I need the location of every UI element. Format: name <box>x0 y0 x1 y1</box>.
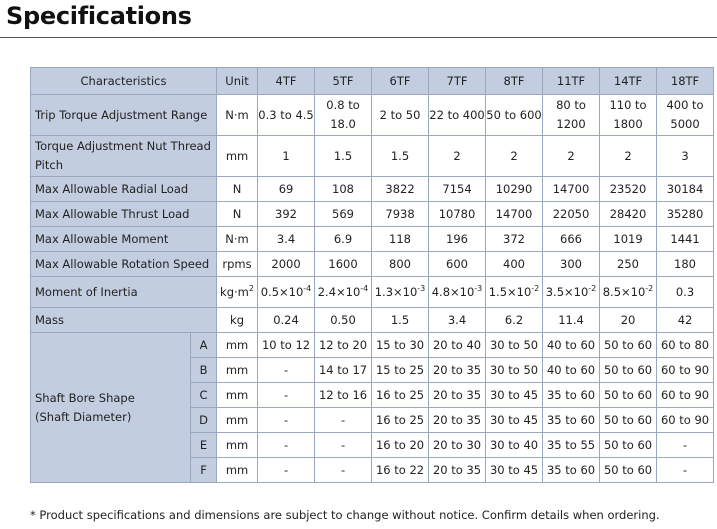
header-unit: Unit <box>217 68 258 95</box>
shaft-code: B <box>191 358 217 383</box>
value-cell: 20 to 40 <box>429 333 486 358</box>
value-cell: 0.3 to 4.5 <box>258 95 315 136</box>
inertia-exponent: -4 <box>303 284 312 293</box>
value-cell <box>429 277 486 308</box>
row-label: Max Allowable Moment <box>31 227 217 252</box>
value-cell: 0.24 <box>258 308 315 333</box>
value-cell: 110 to 1800 <box>600 95 657 136</box>
value-cell: 1019 <box>600 227 657 252</box>
value-cell: 30 to 40 <box>486 433 543 458</box>
value-cell <box>543 277 600 308</box>
header-model: 5TF <box>315 68 372 95</box>
row-unit: mm <box>217 408 258 433</box>
header-model: 7TF <box>429 68 486 95</box>
value-cell: 50 to 60 <box>600 358 657 383</box>
value-cell: 16 to 25 <box>372 408 429 433</box>
value-cell: 60 to 90 <box>657 408 714 433</box>
value-cell: 10780 <box>429 202 486 227</box>
shaft-code: E <box>191 433 217 458</box>
value-cell: 14700 <box>486 202 543 227</box>
value-cell: 250 <box>600 252 657 277</box>
value-cell: 6.9 <box>315 227 372 252</box>
value-cell <box>657 277 714 308</box>
table-row <box>31 277 714 308</box>
header-model: 4TF <box>258 68 315 95</box>
inertia-mantissa: 0.5×10 <box>260 285 304 299</box>
value-cell: 118 <box>372 227 429 252</box>
value-cell: 180 <box>657 252 714 277</box>
value-cell: 50 to 60 <box>600 408 657 433</box>
value-cell: 6.2 <box>486 308 543 333</box>
value-cell: - <box>258 383 315 408</box>
value-cell: 60 to 90 <box>657 358 714 383</box>
value-cell: 16 to 22 <box>372 458 429 483</box>
value-cell: 60 to 80 <box>657 333 714 358</box>
value-cell: 35280 <box>657 202 714 227</box>
value-cell: 50 to 60 <box>600 433 657 458</box>
value-cell: 3822 <box>372 177 429 202</box>
inertia-mantissa: 2.4×10 <box>317 285 361 299</box>
header-model: 8TF <box>486 68 543 95</box>
value-cell: 22 to 400 <box>429 95 486 136</box>
value-cell: 108 <box>315 177 372 202</box>
row-unit: rpms <box>217 252 258 277</box>
row-label: Trip Torque Adjustment Range <box>31 95 217 136</box>
value-cell: - <box>315 408 372 433</box>
value-cell: 0.8 to 18.0 <box>315 95 372 136</box>
row-unit: kg <box>217 308 258 333</box>
value-cell <box>315 277 372 308</box>
row-label: Max Allowable Thrust Load <box>31 202 217 227</box>
value-cell: 50 to 60 <box>600 383 657 408</box>
inertia-mantissa: 1.5×10 <box>488 285 532 299</box>
row-unit: mm <box>217 383 258 408</box>
value-cell: - <box>315 433 372 458</box>
inertia-exponent: -2 <box>645 284 654 293</box>
value-cell: - <box>258 358 315 383</box>
row-unit: N <box>217 177 258 202</box>
row-unit: mm <box>217 333 258 358</box>
value-cell: 20 to 30 <box>429 433 486 458</box>
row-unit: N·m <box>217 227 258 252</box>
table-row <box>31 308 714 333</box>
row-label: Max Allowable Rotation Speed <box>31 252 217 277</box>
inertia-exponent: -2 <box>531 284 540 293</box>
value-cell: 372 <box>486 227 543 252</box>
value-cell: 800 <box>372 252 429 277</box>
table-row <box>31 136 714 177</box>
value-cell: 40 to 60 <box>543 333 600 358</box>
inertia-mantissa: 3.5×10 <box>545 285 589 299</box>
value-cell: - <box>657 433 714 458</box>
header-model: 14TF <box>600 68 657 95</box>
value-cell: 35 to 55 <box>543 433 600 458</box>
shaft-code: D <box>191 408 217 433</box>
value-cell: 392 <box>258 202 315 227</box>
header-model: 11TF <box>543 68 600 95</box>
value-cell: 10 to 12 <box>258 333 315 358</box>
value-cell: 50 to 60 <box>600 333 657 358</box>
row-label: Moment of Inertia <box>31 277 217 308</box>
inertia-mantissa: 0.3 <box>675 285 695 299</box>
value-cell: 2 <box>600 136 657 177</box>
value-cell: 3.4 <box>429 308 486 333</box>
shaft-code: F <box>191 458 217 483</box>
value-cell: 12 to 20 <box>315 333 372 358</box>
value-cell: 30 to 50 <box>486 333 543 358</box>
row-unit: mm <box>217 458 258 483</box>
title-divider <box>0 37 717 38</box>
table-row <box>31 227 714 252</box>
value-cell: 14 to 17 <box>315 358 372 383</box>
value-cell: 16 to 20 <box>372 433 429 458</box>
value-cell: 35 to 60 <box>543 458 600 483</box>
page-title: Specifications <box>6 2 192 30</box>
value-cell: 20 to 35 <box>429 358 486 383</box>
inertia-mantissa: 8.5×10 <box>602 285 646 299</box>
value-cell: - <box>258 408 315 433</box>
value-cell: 35 to 60 <box>543 383 600 408</box>
value-cell <box>258 277 315 308</box>
value-cell: 10290 <box>486 177 543 202</box>
table-row <box>31 202 714 227</box>
value-cell: 196 <box>429 227 486 252</box>
value-cell: 3 <box>657 136 714 177</box>
value-cell: 30184 <box>657 177 714 202</box>
header-model: 6TF <box>372 68 429 95</box>
value-cell: 1.5 <box>372 136 429 177</box>
value-cell: 400 to 5000 <box>657 95 714 136</box>
value-cell: 23520 <box>600 177 657 202</box>
value-cell: 666 <box>543 227 600 252</box>
value-cell: 20 <box>600 308 657 333</box>
value-cell: 80 to 1200 <box>543 95 600 136</box>
value-cell: 7154 <box>429 177 486 202</box>
value-cell: - <box>258 458 315 483</box>
value-cell: 69 <box>258 177 315 202</box>
value-cell: 12 to 16 <box>315 383 372 408</box>
header-model: 18TF <box>657 68 714 95</box>
value-cell: 0.50 <box>315 308 372 333</box>
row-unit: mm <box>217 358 258 383</box>
value-cell: 1600 <box>315 252 372 277</box>
value-cell: 2 to 50 <box>372 95 429 136</box>
table-row <box>31 177 714 202</box>
value-cell: 16 to 25 <box>372 383 429 408</box>
shaft-code: C <box>191 383 217 408</box>
value-cell: 20 to 35 <box>429 458 486 483</box>
inertia-exponent: -3 <box>417 284 426 293</box>
value-cell: 1 <box>258 136 315 177</box>
value-cell: 1441 <box>657 227 714 252</box>
value-cell: 30 to 45 <box>486 458 543 483</box>
value-cell: 15 to 25 <box>372 358 429 383</box>
header-row <box>31 68 714 95</box>
value-cell: 22050 <box>543 202 600 227</box>
row-label: Max Allowable Radial Load <box>31 177 217 202</box>
value-cell: 20 to 35 <box>429 408 486 433</box>
value-cell: 20 to 35 <box>429 383 486 408</box>
header-characteristics: Characteristics <box>31 68 217 95</box>
value-cell: 7938 <box>372 202 429 227</box>
value-cell: 3.4 <box>258 227 315 252</box>
value-cell: 30 to 45 <box>486 383 543 408</box>
inertia-mantissa: 1.3×10 <box>374 285 418 299</box>
value-cell: 2 <box>429 136 486 177</box>
shaft-bore-label <box>31 333 191 483</box>
row-label: Torque Adjustment Nut Thread Pitch <box>31 136 217 177</box>
value-cell <box>372 277 429 308</box>
table-row <box>31 333 714 358</box>
inertia-mantissa: 4.8×10 <box>431 285 475 299</box>
row-unit: mm <box>217 433 258 458</box>
value-cell: 2 <box>486 136 543 177</box>
value-cell: 28420 <box>600 202 657 227</box>
row-unit: mm <box>217 136 258 177</box>
value-cell: 300 <box>543 252 600 277</box>
value-cell <box>600 277 657 308</box>
value-cell: 14700 <box>543 177 600 202</box>
specifications-table <box>30 67 714 483</box>
unit-exponent: 2 <box>248 284 254 293</box>
value-cell: 2000 <box>258 252 315 277</box>
value-cell <box>486 277 543 308</box>
table-row <box>31 252 714 277</box>
value-cell: 1.5 <box>315 136 372 177</box>
value-cell: - <box>258 433 315 458</box>
value-cell: 30 to 45 <box>486 408 543 433</box>
inertia-exponent: -2 <box>588 284 597 293</box>
value-cell: 35 to 60 <box>543 408 600 433</box>
row-label: Mass <box>31 308 217 333</box>
value-cell: - <box>315 458 372 483</box>
shaft-code: A <box>191 333 217 358</box>
value-cell: 50 to 600 <box>486 95 543 136</box>
unit-base: kg·m <box>220 285 249 299</box>
value-cell: 40 to 60 <box>543 358 600 383</box>
value-cell: 15 to 30 <box>372 333 429 358</box>
value-cell: 400 <box>486 252 543 277</box>
row-unit <box>217 277 258 308</box>
value-cell: 1.5 <box>372 308 429 333</box>
value-cell: - <box>657 458 714 483</box>
value-cell: 569 <box>315 202 372 227</box>
table-row <box>31 95 714 136</box>
inertia-exponent: -3 <box>474 284 483 293</box>
value-cell: 2 <box>543 136 600 177</box>
value-cell: 60 to 90 <box>657 383 714 408</box>
row-unit: N <box>217 202 258 227</box>
value-cell: 11.4 <box>543 308 600 333</box>
value-cell: 50 to 60 <box>600 458 657 483</box>
row-unit: N·m <box>217 95 258 136</box>
shaft-bore-label-line2: (Shaft Diameter) <box>35 409 132 424</box>
disclaimer-note: * Product specifications and dimensions are subject to change without notice. Confirm details when ordering. <box>30 508 660 522</box>
value-cell: 30 to 50 <box>486 358 543 383</box>
value-cell: 42 <box>657 308 714 333</box>
inertia-exponent: -4 <box>360 284 369 293</box>
shaft-bore-label-line1: Shaft Bore Shape <box>35 390 135 405</box>
value-cell: 600 <box>429 252 486 277</box>
